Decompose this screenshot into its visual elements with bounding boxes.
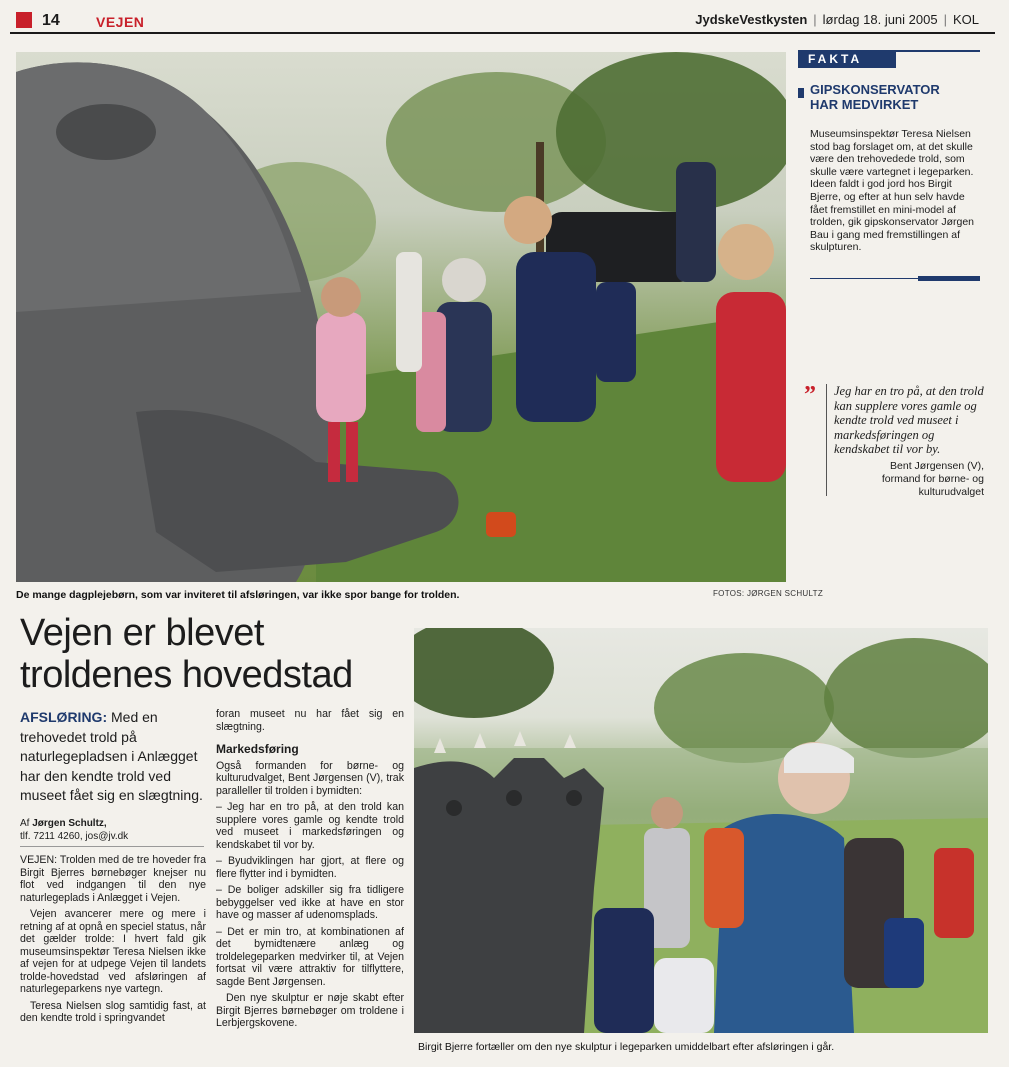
quote-mark-icon: ”	[804, 382, 816, 408]
page-number: 14	[42, 12, 60, 29]
photo-credit: FOTOS: JØRGEN SCHULTZ	[713, 589, 824, 598]
section-color-block	[16, 12, 32, 28]
quote-author: Bent Jørgensen (V),	[890, 460, 984, 472]
article-paragraph: Vejen avancerer mere og mere i retning af at opnå en speciel status, når det gælder trolde: I hvert fald gik museumsinspektør Teresa Nielsen ikke af vejen for at udpege Vejen til landets trolde-hovedstad ved afsløringen af naturlegeparkens nye vartegn.	[20, 908, 206, 995]
photo-illustration	[16, 52, 786, 582]
photo-three-headed-troll	[414, 628, 988, 1033]
photo-caption-top: De mange dagplejebørn, som var inviteret til afsløringen, var ikke spor bange for trolden.	[16, 589, 460, 601]
issue-date: lørdag 18. juni 2005	[822, 12, 938, 27]
lead-text: Med en trehovedet trold på naturlegepladsen i Anlægget har den kendte trold ved museet fået sig en slægtning.	[20, 709, 203, 803]
fakta-tag: FAKTA	[798, 50, 896, 68]
article-lead	[20, 708, 204, 806]
edition-code: KOL	[952, 12, 979, 27]
lead-kicker: AFSLØRING:	[20, 709, 108, 725]
article-column-2	[216, 708, 404, 1034]
byline-name: Jørgen Schultz,	[32, 818, 107, 829]
page-header	[10, 6, 995, 34]
fakta-title: GIPSKONSERVATOR HAR MEDVIRKET	[810, 82, 940, 112]
fakta-body	[810, 128, 982, 254]
fakta-paragraph: Museumsinspektør Teresa Nielsen stod bag forslaget om, at det skulle være den trehovedede trold, som skulle være vartegnet i legeparken.	[810, 128, 974, 178]
article-paragraph: – Det er min tro, at kombinationen af det bymidtenære anlæg og troldelegeparken medvirker til, at Vejen fortsat vil være attraktiv for tilflyttere, sagde Bent Jørgensen.	[216, 925, 404, 988]
article-headline: Vejen er blevet troldenes hovedstad	[20, 612, 353, 696]
quote-role: formand for børne- og kulturudvalget	[881, 473, 984, 498]
photo-children-with-troll	[16, 52, 786, 582]
fakta-bottom-bar	[918, 276, 980, 281]
masthead-info: JydskeVestkysten | lørdag 18. juni 2005 | KOL	[695, 12, 979, 27]
article-paragraph: – Jeg har en tro på, at den trold kan supplere vores gamle og kendte trold ved museet i markedsføringen og kendskabet til vor by.	[216, 801, 404, 851]
byline-rule	[20, 846, 204, 847]
quote-rule	[826, 384, 827, 496]
paper-name: JydskeVestkysten	[695, 12, 808, 27]
article-paragraph: Den nye skulptur er nøje skabt efter Birgit Bjerres børnebøger om troldene i Lerbjergskovene.	[216, 992, 404, 1029]
fakta-bullet-icon	[798, 88, 804, 98]
byline	[20, 817, 204, 843]
article-paragraph: – Byudviklingen har gjort, at flere og flere flytter ind i bymidten.	[216, 855, 404, 880]
article-column-1	[20, 854, 206, 1029]
article-paragraph: Også formanden for børne- og kulturudvalget, Bent Jørgensen (V), trak paralleller til trolden i bymidten:	[216, 759, 404, 797]
byline-prefix: Af	[20, 818, 33, 829]
quote-attribution	[834, 460, 984, 499]
fakta-box	[798, 50, 982, 286]
article-paragraph: Teresa Nielsen slog samtidig fast, at den kendte trold i springvandet	[20, 999, 206, 1024]
photo-illustration	[414, 628, 988, 1033]
byline-contact: tlf. 7211 4260, jos@jv.dk	[20, 831, 129, 842]
fakta-top-rule	[888, 50, 980, 52]
fakta-paragraph: Ideen faldt i god jord hos Birgit Bjerre, og efter at hun selv havde fået fremstillet en mini-model af trolden, gik gipskonservator Jørgen Bau i gang med fremstillingen af skulpturen.	[810, 178, 974, 254]
pull-quote: Jeg har en tro på, at den trold kan supplere vores gamle og kendte trold ved museet i markedsføringen og kendskabet til vor by.	[834, 384, 984, 456]
photo-caption-bottom: Birgit Bjerre fortæller om den nye skulptur i legeparken umiddelbart efter afsløringen i går.	[418, 1041, 835, 1053]
article-paragraph: foran museet nu har fået sig en slægtning.	[216, 708, 404, 733]
section-name: VEJEN	[96, 14, 145, 30]
article-paragraph: VEJEN: Trolden med de tre hoveder fra Birgit Bjerres børnebøger knejser nu flot ved indgangen til den nye naturlegeplads i Anlægget i Vejen.	[20, 854, 206, 904]
article-paragraph: – De boliger adskiller sig fra tidligere bebyggelser ved ikke at have en stor have og masser af udenomsplads.	[216, 884, 404, 921]
article-subhead: Markedsføring	[216, 742, 299, 756]
